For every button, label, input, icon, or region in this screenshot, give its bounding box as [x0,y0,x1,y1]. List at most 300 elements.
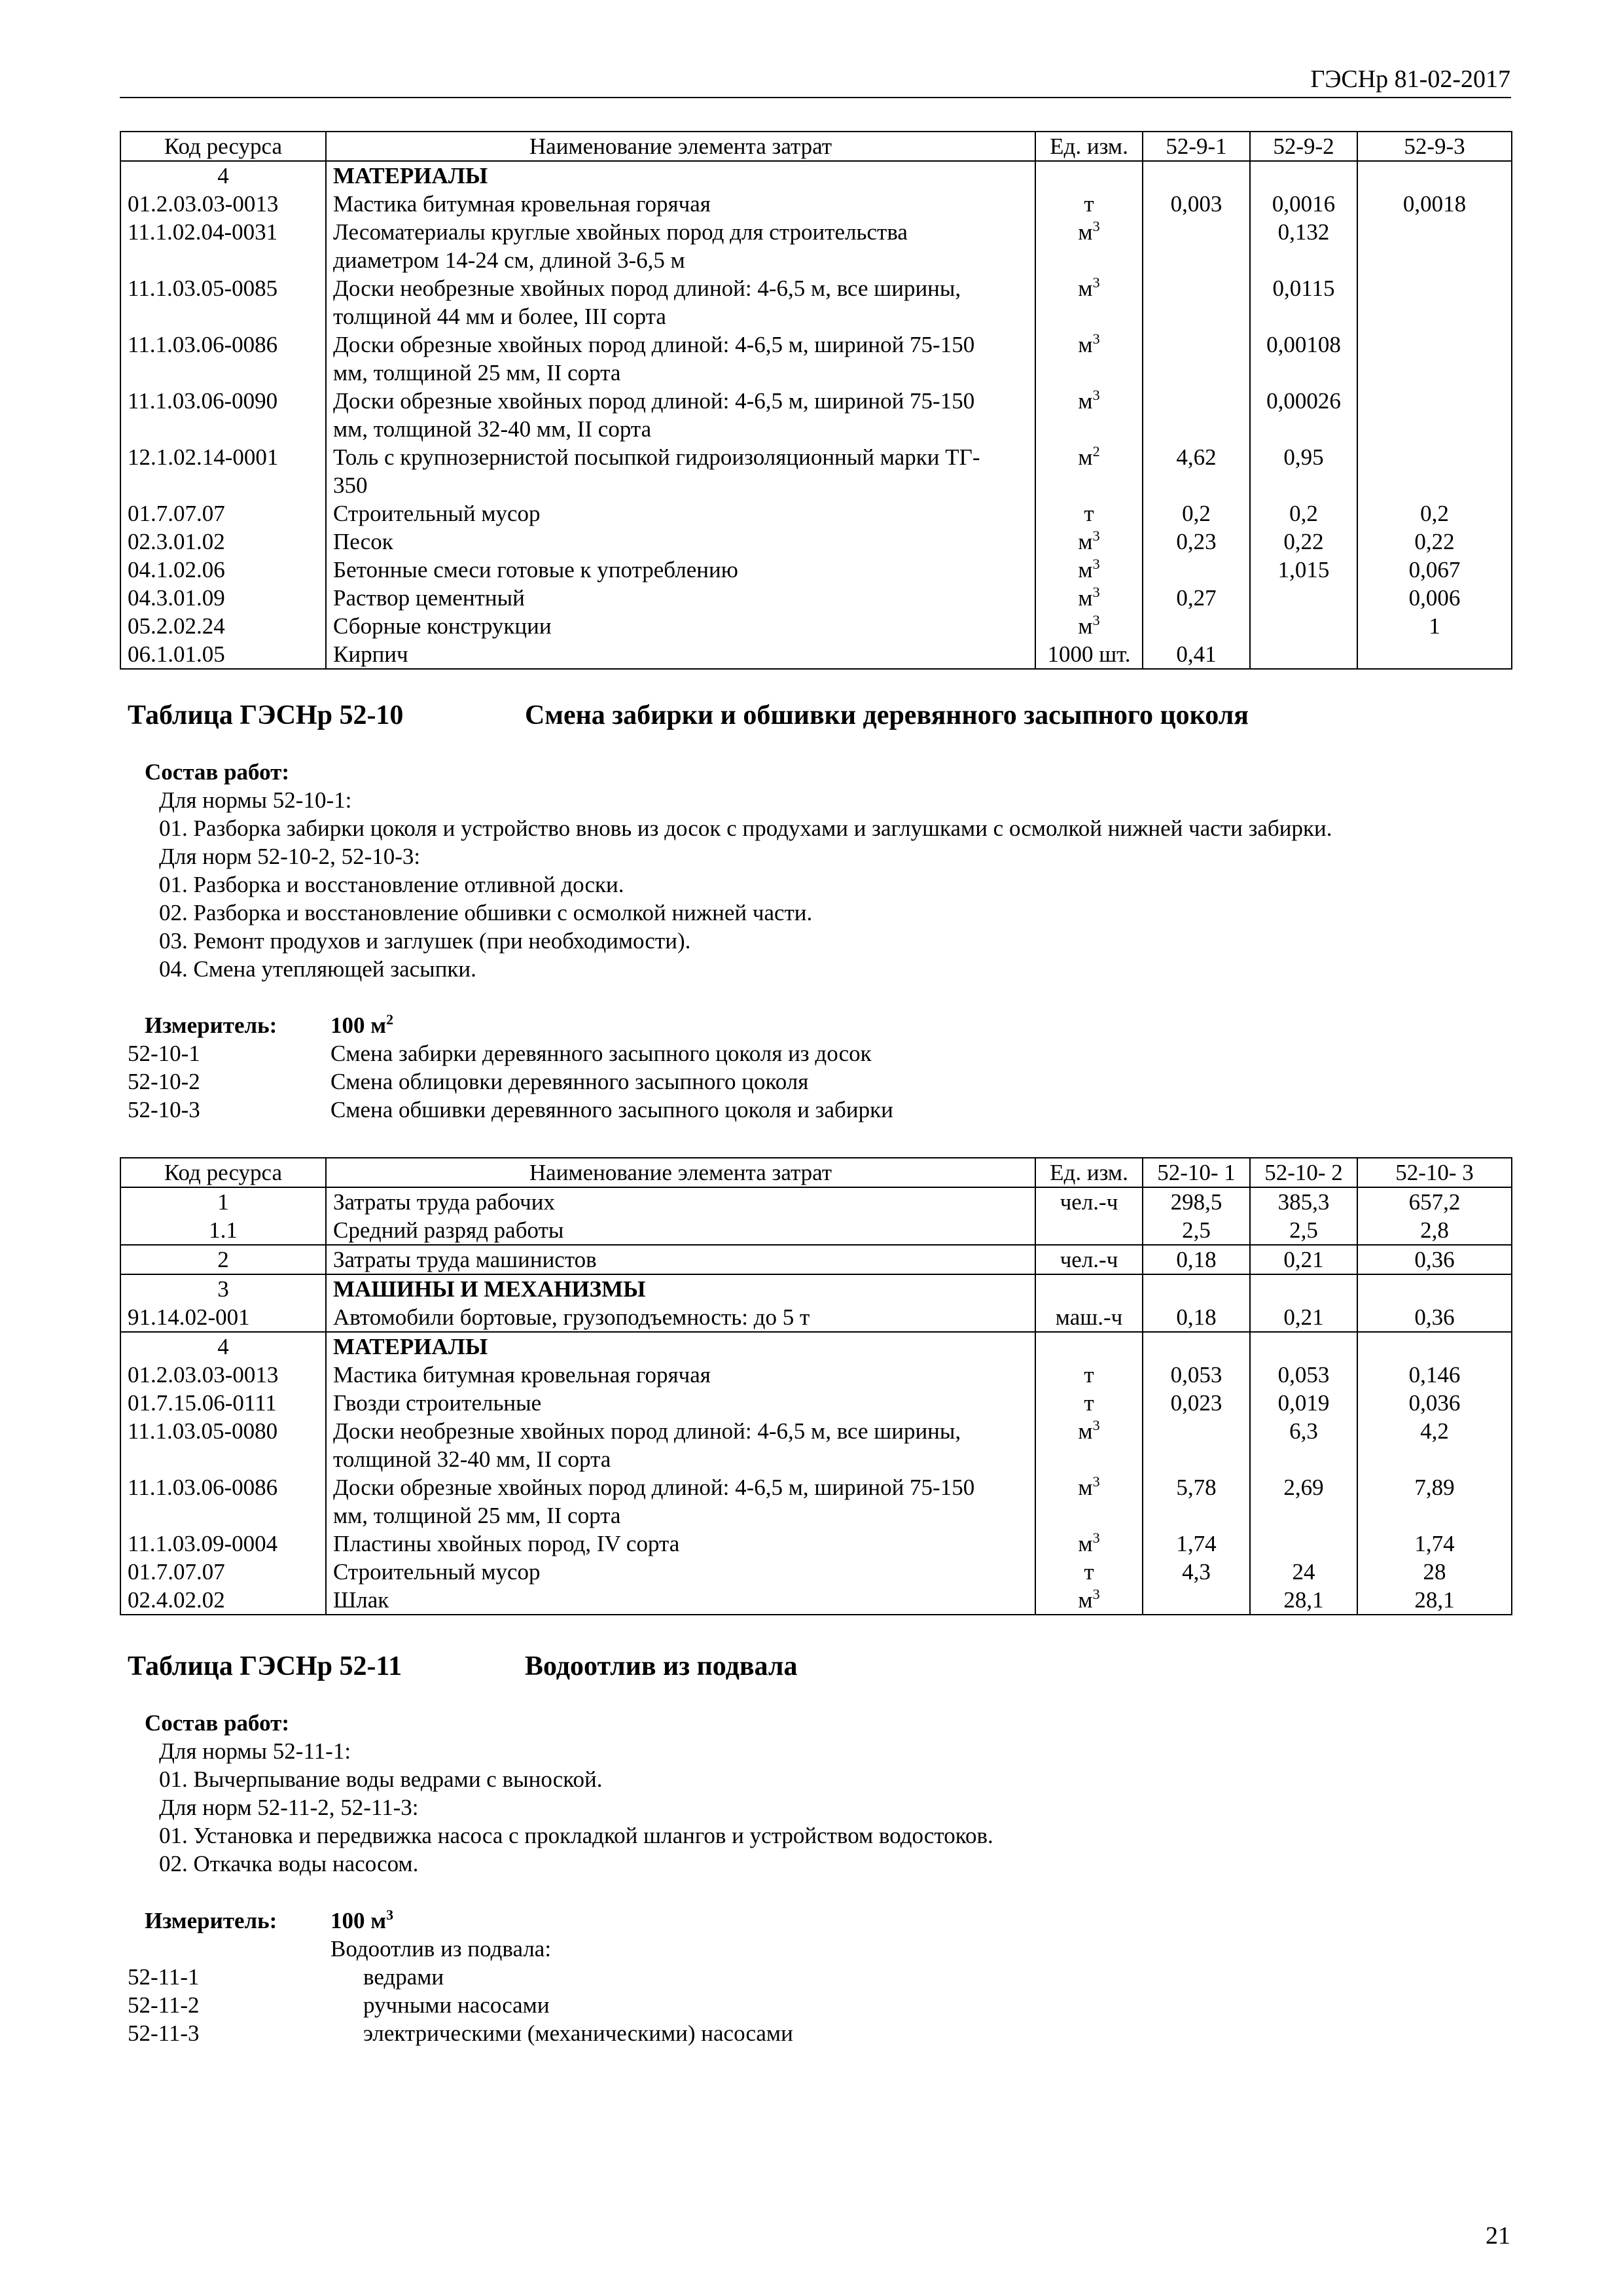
name-line: Средний разряд работы [333,1217,564,1243]
name-line: МАТЕРИАЛЫ [333,163,488,188]
norm-value [1143,1417,1250,1473]
name-line: толщиной 32-40 мм, II сорта [333,1446,611,1472]
unit-cell [1035,556,1143,584]
unit-cell [1035,1530,1143,1558]
cost-element-name [326,387,1035,443]
table-row [120,499,1512,528]
norm-value: 0,053 [1250,1361,1357,1389]
table-header-row [120,1158,1512,1187]
table-52-10 [120,1157,1512,1615]
name-line: Раствор цементный [333,585,525,611]
table-row [120,387,1512,443]
section-52-10-measure [120,1011,1511,1124]
name-line: мм, толщиной 32-40 мм, II сорта [333,416,652,442]
unit: м [1078,1475,1093,1500]
column-header: Наименование элемента затрат [326,1158,1035,1187]
norm-value [1357,443,1512,499]
unit: м [1078,613,1093,639]
unit: м [1078,276,1093,301]
unit-exponent: 3 [1092,1417,1100,1433]
table-title: Водоотлив из подвала [525,1651,798,1681]
name-line: Толь с крупнозернистой посыпкой гидроизоляционный марки ТГ- [333,444,980,470]
cost-element-name [326,190,1035,218]
measure-value: 100 $м^2$ [330,1011,394,1038]
unit-cell [1035,1586,1143,1615]
column-header: Код ресурса [120,132,326,161]
group-title: Водоотлив из подвала: [330,1936,552,1962]
unit: т [1084,1559,1094,1585]
norm-value: 0,003 [1143,190,1250,218]
unit-cell [1035,1274,1143,1303]
unit: м [1078,1531,1093,1556]
norm-code: 52-10-1 [128,1041,200,1066]
norm-value [1143,556,1250,584]
table-row [120,1473,1512,1530]
norm-value [1143,1332,1250,1361]
norm-value: 7,89 [1357,1473,1512,1530]
unit: м [1078,388,1093,414]
norm-row [120,2019,1511,2047]
unit-cell [1035,1187,1143,1216]
section-52-11-description [120,1709,1511,1878]
column-header: Ед. изм. [1035,132,1143,161]
norm-row [120,1991,1511,2019]
column-header: 52-9-2 [1250,132,1357,161]
norm-value: 385,3 [1250,1187,1357,1216]
unit-cell [1035,584,1143,612]
composition-line: 01. Разборка и восстановление отливной доски. [159,872,624,897]
norm-code: 52-11-3 [128,2020,200,2046]
name-line: Мастика битумная кровельная горячая [333,1362,711,1388]
table-title: Смена забирки и обшивки деревянного засыпного цоколя [525,700,1249,730]
norm-value [1250,584,1357,612]
norm-value [1357,1332,1512,1361]
norm-value: 2,69 [1250,1473,1357,1530]
norm-value: 0,18 [1143,1303,1250,1332]
name-line: Кирпич [333,641,408,667]
norm-value: 0,18 [1143,1245,1250,1274]
unit: м [1078,219,1093,245]
composition-line: 01. Вычерпывание воды ведрами с выноской. [159,1767,603,1792]
resource-code: 01.7.07.07 [120,1558,326,1586]
table-row [120,274,1512,331]
norm-value: 0,36 [1357,1303,1512,1332]
unit-exponent: 2 [1092,443,1100,459]
column-header: 52-10- 2 [1250,1158,1357,1187]
resource-code: 12.1.02.14-0001 [120,443,326,499]
section-52-11-measure [120,1907,1511,2047]
resource-code: 02.3.01.02 [120,528,326,556]
unit-exponent: 3 [1092,387,1100,403]
table-row [120,528,1512,556]
norm-value: 1 [1357,612,1512,640]
norm-value: 5,78 [1143,1473,1250,1530]
table-row [120,331,1512,387]
resource-code: 05.2.02.24 [120,612,326,640]
cost-element-name [326,1473,1035,1530]
cost-element-name [326,528,1035,556]
name-line: толщиной 44 мм и более, III сорта [333,304,666,329]
cost-element-name [326,1303,1035,1332]
cost-element-name [326,640,1035,669]
resource-code: 1 [120,1187,326,1216]
section-row [120,1187,1512,1216]
norm-value: 0,053 [1143,1361,1250,1389]
section-52-10-description [120,758,1511,983]
unit-cell [1035,190,1143,218]
norm-value [1143,1586,1250,1615]
name-line: Шлак [333,1587,389,1613]
norm-value [1143,161,1250,190]
norm-value: 2,5 [1250,1216,1357,1245]
measure-value: 100 $м^3$ [330,1907,394,1933]
measure-label: Измеритель: [145,1013,277,1038]
cost-element-name [326,556,1035,584]
resource-code: 2 [120,1245,326,1274]
cost-element-name [326,499,1035,528]
norm-description: Смена обшивки деревянного засыпного цоколя и забирки [330,1097,893,1122]
table-row [120,556,1512,584]
cost-element-name [326,1274,1035,1303]
name-line: Мастика битумная кровельная горячая [333,191,711,217]
table-header-row [120,132,1512,161]
cost-element-name [326,1361,1035,1389]
norm-row [120,1963,1511,1991]
unit-cell [1035,1245,1143,1274]
norm-value: 0,067 [1357,556,1512,584]
resource-code: 01.7.07.07 [120,499,326,528]
composition-line: 01. Разборка забирки цоколя и устройство вновь из досок с продухами и заглушками с осмолкой нижней части забирки. [159,816,1332,841]
name-line: Гвозди строительные [333,1390,542,1416]
name-line: Строительный мусор [333,1559,541,1585]
norm-value: 0,146 [1357,1361,1512,1389]
table-row [120,612,1512,640]
table-row [120,1303,1512,1332]
unit-cell [1035,161,1143,190]
table-row [120,1361,1512,1389]
resource-code: 06.1.01.05 [120,640,326,669]
name-line: МАШИНЫ И МЕХАНИЗМЫ [333,1276,646,1302]
cost-element-name [326,1389,1035,1417]
unit-cell [1035,387,1143,443]
norm-value [1250,1530,1357,1558]
measure-row [120,1011,1511,1039]
norm-value: 4,2 [1357,1417,1512,1473]
unit: чел.-ч [1060,1189,1118,1215]
column-header: 52-10- 3 [1357,1158,1512,1187]
name-line: Затраты труда машинистов [333,1247,597,1272]
cost-element-name [326,218,1035,274]
table-row [120,640,1512,669]
norm-value [1357,218,1512,274]
unit-exponent: 3 [1092,218,1100,234]
name-line: Доски необрезные хвойных пород длиной: 4-6,5 м, все ширины, [333,1418,961,1444]
norm-code: 52-11-1 [128,1964,200,1990]
norm-description: электрическими (механическими) насосами [363,2020,793,2046]
norm-value [1357,331,1512,387]
resource-code: 3 [120,1274,326,1303]
table-row [120,443,1512,499]
norm-value: 0,0115 [1250,274,1357,331]
name-line: Строительный мусор [333,501,541,526]
table-row [120,1530,1512,1558]
composition-title: Состав работ: [145,1710,289,1736]
norm-value [1357,274,1512,331]
name-line: мм, толщиной 25 мм, II сорта [333,1503,621,1528]
norm-value: 0,132 [1250,218,1357,274]
norm-value: 0,21 [1250,1245,1357,1274]
norm-value: 657,2 [1357,1187,1512,1216]
norm-value: 0,22 [1250,528,1357,556]
cost-element-name [326,1586,1035,1615]
norm-code: 52-10-2 [128,1069,200,1094]
composition-line: 03. Ремонт продухов и заглушек (при необходимости). [159,928,691,954]
norm-value [1357,387,1512,443]
unit: т [1084,1390,1094,1416]
cost-element-name [326,1558,1035,1586]
norm-value: 6,3 [1250,1417,1357,1473]
norm-value: 0,006 [1357,584,1512,612]
unit: м [1078,332,1093,357]
column-header: 52-10- 1 [1143,1158,1250,1187]
norm-value: 0,036 [1357,1389,1512,1417]
norm-value [1143,218,1250,274]
unit-cell [1035,1303,1143,1332]
unit-exponent: 3 [1092,612,1100,628]
page-number: 21 [1486,2222,1510,2250]
unit: м [1078,557,1093,583]
norm-value [1250,161,1357,190]
resource-code: 02.4.02.02 [120,1586,326,1615]
unit-cell [1035,218,1143,274]
column-header: 52-9-3 [1357,132,1512,161]
table-row [120,584,1512,612]
composition-line: 02. Разборка и восстановление обшивки с осмолкой нижней части. [159,900,813,925]
norm-value: 28 [1357,1558,1512,1586]
norm-value: 28,1 [1250,1586,1357,1615]
unit-exponent: 3 [1092,584,1100,600]
norm-value: 0,95 [1250,443,1357,499]
norm-value [1357,161,1512,190]
norm-value: 1,015 [1250,556,1357,584]
norm-value [1250,1274,1357,1303]
resource-code: 11.1.03.06-0086 [120,1473,326,1530]
unit-cell [1035,1558,1143,1586]
norm-value: 0,00026 [1250,387,1357,443]
norm-value [1250,612,1357,640]
section-row [120,1245,1512,1274]
unit-cell [1035,528,1143,556]
unit: чел.-ч [1060,1247,1118,1272]
unit-cell [1035,331,1143,387]
unit: маш.-ч [1055,1304,1123,1330]
measure-label: Измеритель: [145,1908,277,1933]
cost-element-name [326,274,1035,331]
table-row [120,1417,1512,1473]
unit: м [1078,529,1093,554]
resource-code: 4 [120,1332,326,1361]
unit-cell [1035,499,1143,528]
unit: 1000 шт. [1047,641,1131,667]
unit: м [1078,585,1093,611]
unit-exponent: 3 [1092,274,1100,291]
cost-element-name [326,612,1035,640]
norm-value: 0,019 [1250,1389,1357,1417]
group-title-row [120,1935,1511,1963]
unit-cell [1035,1332,1143,1361]
unit: т [1084,1362,1094,1388]
norm-code: 52-10-3 [128,1097,200,1122]
cost-element-name [326,1417,1035,1473]
norm-row [120,1067,1511,1096]
unit-exponent: 3 [1092,1473,1100,1490]
norm-description: ведрами [363,1964,444,1990]
column-header: Ед. изм. [1035,1158,1143,1187]
unit-exponent: 3 [1092,1586,1100,1602]
unit: т [1084,191,1094,217]
norm-value: 2,5 [1143,1216,1250,1245]
composition-line: Для норм 52-11-2, 52-11-3: [159,1795,419,1820]
resource-code: 01.2.03.03-0013 [120,190,326,218]
resource-code: 1.1 [120,1216,326,1245]
resource-code: 11.1.03.06-0090 [120,387,326,443]
norm-value: 0,36 [1357,1245,1512,1274]
norm-code: 52-11-2 [128,1992,200,2018]
unit-cell [1035,443,1143,499]
resource-code: 11.1.03.05-0085 [120,274,326,331]
table-52-9-materials [120,131,1512,670]
norm-row [120,1039,1511,1067]
unit-cell [1035,1361,1143,1389]
table-label: Таблица ГЭСНр 52-10 [128,700,404,730]
resource-code: 91.14.02-001 [120,1303,326,1332]
table-label: Таблица ГЭСНр 52-11 [128,1651,402,1681]
composition-line: Для нормы 52-10-1: [159,787,352,813]
cost-element-name [326,1530,1035,1558]
norm-description: Смена облицовки деревянного засыпного цоколя [330,1069,809,1094]
cost-element-name [326,161,1035,190]
norm-value [1143,612,1250,640]
resource-code: 11.1.02.04-0031 [120,218,326,274]
norm-value: 0,2 [1143,499,1250,528]
norm-value [1143,274,1250,331]
norm-value [1143,1274,1250,1303]
unit-cell [1035,1216,1143,1245]
table-row [120,1216,1512,1245]
unit-cell [1035,640,1143,669]
column-header: Код ресурса [120,1158,326,1187]
norm-value: 0,2 [1357,499,1512,528]
unit-exponent: 3 [1092,1530,1100,1546]
table-row [120,218,1512,274]
composition-line: 02. Откачка воды насосом. [159,1851,419,1876]
resource-code: 11.1.03.06-0086 [120,331,326,387]
norm-value [1250,640,1357,669]
unit-exponent: 3 [1092,556,1100,572]
resource-code: 11.1.03.09-0004 [120,1530,326,1558]
name-line: Доски обрезные хвойных пород длиной: 4-6,5 м, шириной 75-150 [333,332,975,357]
norm-value: 2,8 [1357,1216,1512,1245]
name-line: 350 [333,473,368,498]
norm-value: 0,41 [1143,640,1250,669]
composition-line: Для нормы 52-11-1: [159,1738,351,1764]
name-line: Бетонные смеси готовые к употреблению [333,557,738,583]
norm-row [120,1096,1511,1124]
unit-exponent: 3 [1092,331,1100,347]
composition-line: Для норм 52-10-2, 52-10-3: [159,844,421,869]
name-line: Пластины хвойных пород, IV сорта [333,1531,680,1556]
composition-title: Состав работ: [145,759,289,785]
cost-element-name [326,1216,1035,1245]
table-row [120,1389,1512,1417]
unit: м [1078,1418,1093,1444]
norm-description: ручными насосами [363,1992,550,2018]
unit: м [1078,1587,1093,1613]
cost-element-name [326,443,1035,499]
section-row [120,1274,1512,1303]
table-row [120,1586,1512,1615]
norm-value: 298,5 [1143,1187,1250,1216]
unit-cell [1035,1473,1143,1530]
cost-element-name [326,1187,1035,1216]
norm-value: 1,74 [1143,1530,1250,1558]
measure-row [120,1907,1511,1935]
unit: т [1084,501,1094,526]
resource-code: 01.7.15.06-0111 [120,1389,326,1417]
name-line: Сборные конструкции [333,613,552,639]
cost-element-name [326,584,1035,612]
norm-description: Смена забирки деревянного засыпного цоколя из досок [330,1041,872,1066]
section-row [120,161,1512,190]
cost-element-name [326,331,1035,387]
table-row [120,190,1512,218]
norm-value: 0,023 [1143,1389,1250,1417]
name-line: Доски необрезные хвойных пород длиной: 4-6,5 м, все ширины, [333,276,961,301]
norm-value: 1,74 [1357,1530,1512,1558]
norm-value: 0,23 [1143,528,1250,556]
resource-code: 4 [120,161,326,190]
name-line: Доски обрезные хвойных пород длиной: 4-6,5 м, шириной 75-150 [333,388,975,414]
composition-line: 01. Установка и передвижка насоса с прокладкой шлангов и устройством водостоков. [159,1823,993,1848]
unit-cell [1035,1389,1143,1417]
composition-line: 04. Смена утепляющей засыпки. [159,956,476,982]
norm-value: 28,1 [1357,1586,1512,1615]
norm-value [1250,1332,1357,1361]
resource-code: 11.1.03.05-0080 [120,1417,326,1473]
column-header: 52-9-1 [1143,132,1250,161]
table-row [120,1558,1512,1586]
document-code: ГЭСНр 81-02-2017 [1310,65,1510,93]
norm-value: 0,0016 [1250,190,1357,218]
resource-code: 01.2.03.03-0013 [120,1361,326,1389]
norm-value: 24 [1250,1558,1357,1586]
name-line: Автомобили бортовые, грузоподъемность: до 5 т [333,1304,810,1330]
resource-code: 04.3.01.09 [120,584,326,612]
norm-value: 0,27 [1143,584,1250,612]
name-line: МАТЕРИАЛЫ [333,1334,488,1359]
norm-value: 4,3 [1143,1558,1250,1586]
unit-exponent: 3 [1092,528,1100,544]
unit: м [1078,444,1093,470]
norm-value: 0,21 [1250,1303,1357,1332]
name-line: Затраты труда рабочих [333,1189,555,1215]
section-row [120,1332,1512,1361]
name-line: мм, толщиной 25 мм, II сорта [333,360,621,386]
norm-value: 0,22 [1357,528,1512,556]
resource-code: 04.1.02.06 [120,556,326,584]
norm-value: 0,0018 [1357,190,1512,218]
norm-value [1357,640,1512,669]
